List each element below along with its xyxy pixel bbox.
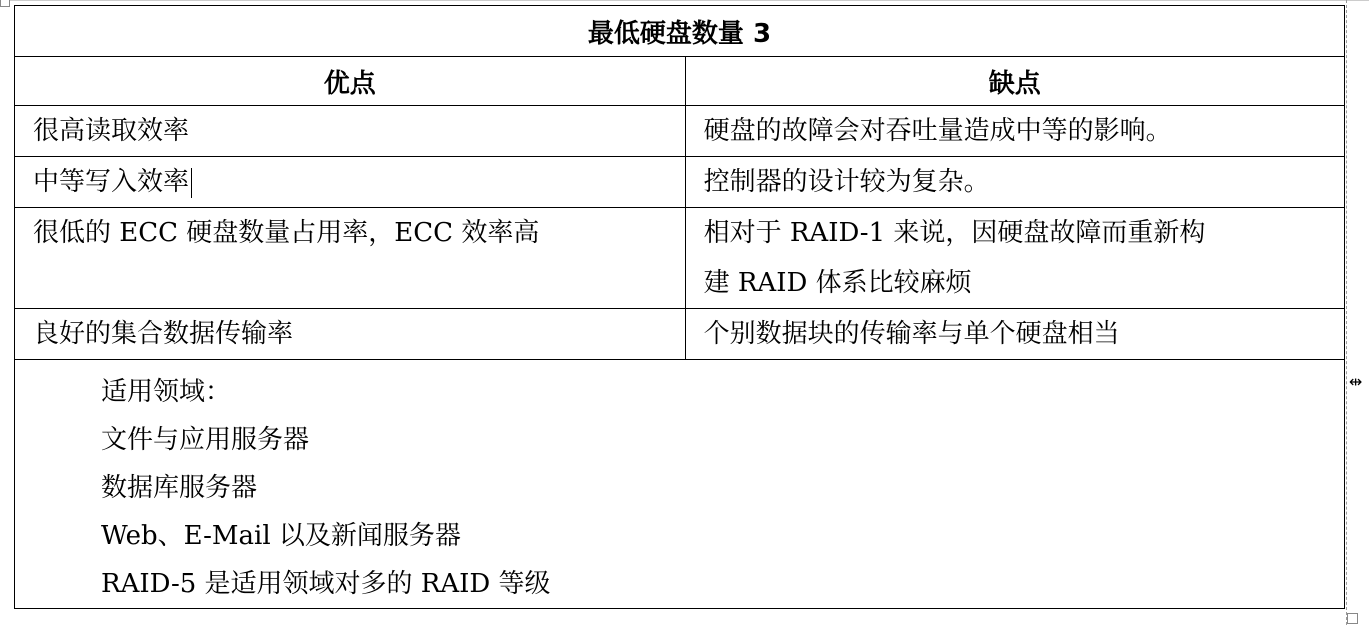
application-item: Web、E-Mail 以及新闻服务器 bbox=[101, 521, 461, 551]
title-row bbox=[15, 6, 1345, 57]
header-pros[interactable]: 优点 bbox=[15, 57, 686, 106]
application-cell[interactable] bbox=[15, 360, 1345, 609]
column-resize-icon[interactable]: ⇹ bbox=[1349, 372, 1363, 391]
pro-cell[interactable] bbox=[15, 157, 686, 208]
application-item: RAID-5 是适用领域对多的 RAID 等级 bbox=[101, 569, 551, 599]
cell-text: 良好的集合数据传输率 bbox=[33, 319, 294, 349]
application-row bbox=[15, 360, 1345, 609]
raid5-table-container bbox=[14, 5, 1345, 609]
cell-text: 控制器的设计较为复杂。 bbox=[703, 167, 990, 197]
text-cursor bbox=[191, 168, 192, 198]
application-heading: 适用领域： bbox=[101, 377, 232, 407]
cell-text: 个别数据块的传输率与单个硬盘相当 bbox=[703, 319, 1120, 349]
pro-cell[interactable] bbox=[15, 208, 686, 309]
con-cell[interactable] bbox=[685, 106, 1344, 157]
pro-cell[interactable] bbox=[15, 106, 686, 157]
cell-text: 建 RAID 体系比较麻烦 bbox=[703, 268, 972, 298]
con-cell[interactable] bbox=[685, 309, 1344, 360]
table-title[interactable]: 最低硬盘数量 3 bbox=[15, 6, 1345, 57]
cell-text: 很高读取效率 bbox=[33, 116, 190, 146]
application-item: 数据库服务器 bbox=[101, 473, 258, 503]
cell-text: 很低的 ECC 硬盘数量占用率，ECC 效率高 bbox=[33, 218, 540, 248]
application-item: 文件与应用服务器 bbox=[101, 425, 310, 455]
cell-text: 硬盘的故障会对吞吐量造成中等的影响。 bbox=[703, 116, 1172, 146]
cell-text: 相对于 RAID-1 来说，因硬盘故障而重新构 bbox=[703, 218, 1206, 248]
table-boundary-guide bbox=[1346, 0, 1348, 625]
header-row bbox=[15, 57, 1345, 106]
table-row bbox=[15, 208, 1345, 309]
con-cell[interactable] bbox=[685, 157, 1344, 208]
table-row bbox=[15, 106, 1345, 157]
table-row bbox=[15, 157, 1345, 208]
table-move-handle[interactable] bbox=[0, 0, 10, 7]
page-top-edge bbox=[0, 0, 1369, 1]
raid5-table bbox=[14, 5, 1345, 609]
con-cell[interactable] bbox=[685, 208, 1344, 309]
header-cons[interactable]: 缺点 bbox=[685, 57, 1344, 106]
table-resize-handle[interactable] bbox=[1347, 613, 1358, 624]
table-row bbox=[15, 309, 1345, 360]
pro-cell[interactable] bbox=[15, 309, 686, 360]
cell-text: 中等写入效率 bbox=[33, 167, 190, 197]
